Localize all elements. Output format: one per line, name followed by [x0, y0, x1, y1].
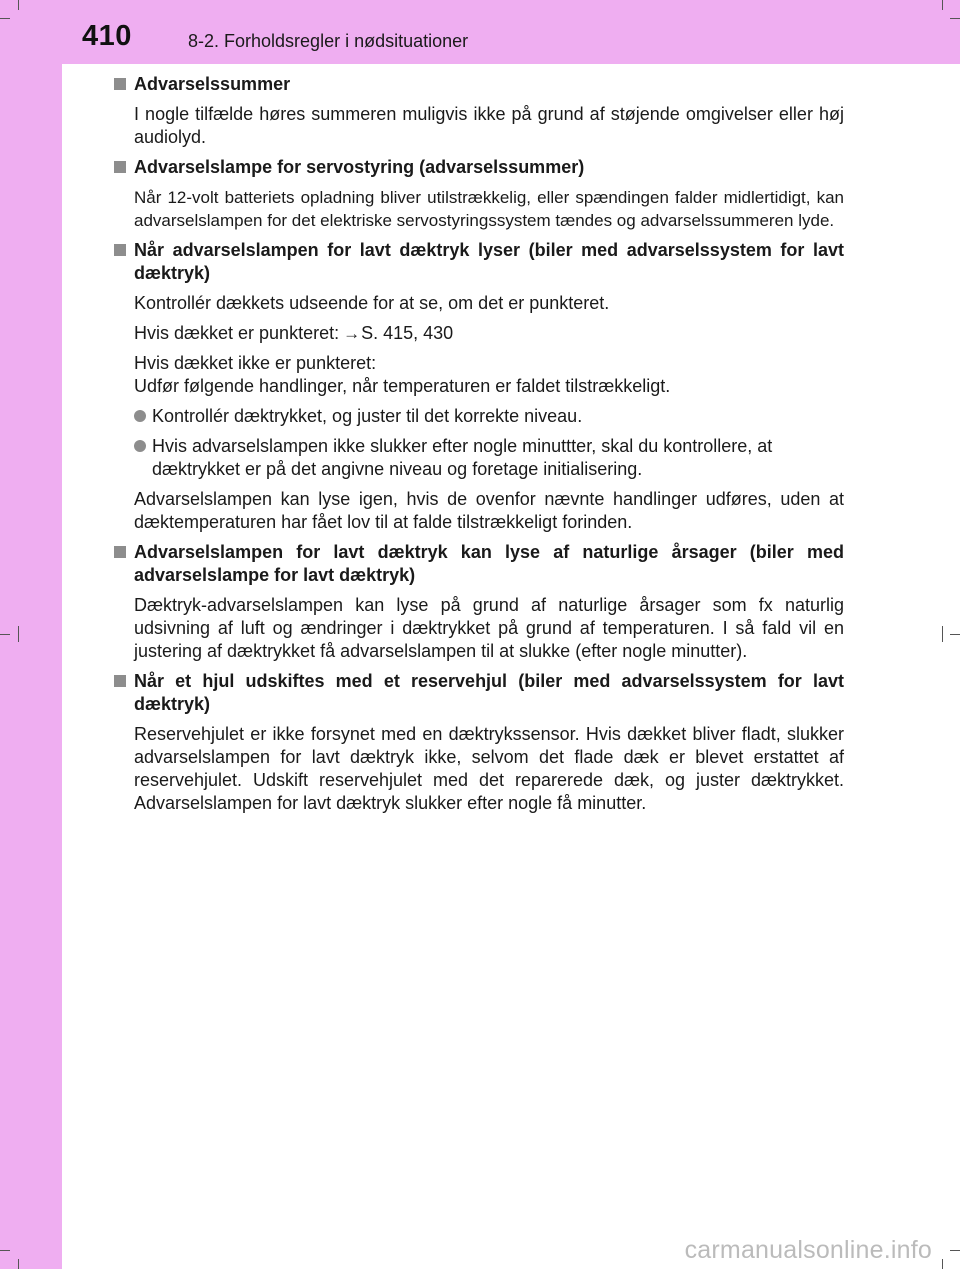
arrow-right-icon: → [343, 324, 361, 343]
square-bullet-icon [114, 161, 126, 173]
section-heading: Advarselslampe for servostyring (advarselssummer) [112, 156, 844, 179]
paragraph: Advarselslampen kan lyse igen, hvis de ovenfor nævnte handlinger udføres, uden at dæktemperaturen har fået lov til at falde tilstrækkeligt forinden. [134, 489, 844, 532]
crop-mark [942, 1259, 943, 1269]
square-bullet-icon [114, 78, 126, 90]
square-bullet-icon [114, 675, 126, 687]
paragraph: Hvis dækket ikke er punkteret: Udfør følgende handlinger, når temperaturen er faldet tilstrækkeligt. [134, 353, 671, 396]
section-spare-wheel [112, 670, 844, 815]
crop-mark [0, 1250, 10, 1251]
crop-mark [18, 0, 19, 10]
crop-mark [18, 1259, 19, 1269]
crop-mark [950, 634, 960, 635]
square-bullet-icon [114, 546, 126, 558]
crop-mark [942, 626, 943, 642]
list-item: Kontrollér dæktrykket, og juster til det korrekte niveau. [134, 405, 844, 428]
round-bullet-icon [134, 440, 146, 452]
crop-mark [18, 626, 19, 642]
crop-mark [942, 0, 943, 10]
square-bullet-icon [114, 244, 126, 256]
paragraph: Dæktryk-advarselslampen kan lyse på grund af naturlige årsager som fx naturlig udsivning af luft og ændringer i dæktrykket på grund af temperaturen. I så fald vil en justering af dæktrykket få advarselslampen til at slukke (efter nogle minutter). [134, 595, 844, 661]
section-heading: Når et hjul udskiftes med et reservehjul (biler med advarselssystem for lavt dæktryk) [112, 670, 844, 716]
page-content [112, 73, 844, 822]
section-heading: Advarselssummer [112, 73, 844, 96]
paragraph: Reservehjulet er ikke forsynet med en dæktrykssensor. Hvis dækket bliver fladt, slukker advarselslampen for lavt dæktryk ikke, selvom det flade dæk er blevet erstattet af reservehjulet. Udskift reservehjulet med det reparerede dæk, og juster dæktrykket. Advarselslampen for lavt dæktryk slukker efter nogle få minutter. [134, 724, 844, 813]
paragraph: Kontrollér dækkets udseende for at se, om det er punkteret. [134, 293, 610, 313]
list-item: Hvis advarselslampen ikke slukker efter nogle minuttter, skal du kontrollere, at dæktrykket er på det angivne niveau og foretage initialisering. [134, 435, 844, 481]
watermark: carmanualsonline.info [684, 1236, 932, 1264]
page-reference: S. 415, 430 [361, 323, 454, 343]
section-title: 8-2. Forholdsregler i nødsituationer [188, 31, 469, 51]
paragraph: I nogle tilfælde høres summeren muligvis ikke på grund af støjende omgivelser eller høj audiolyd. [134, 104, 844, 147]
crop-mark [0, 18, 10, 19]
round-bullet-icon [134, 410, 146, 422]
section-power-steering-lamp [112, 156, 844, 232]
page-number: 410 [82, 20, 132, 52]
section-natural-causes [112, 541, 844, 663]
section-warning-buzzer [112, 73, 844, 149]
crop-mark [950, 1250, 960, 1251]
section-heading: Når advarselslampen for lavt dæktryk lyser (biler med advarselssystem for lavt dæktryk) [112, 239, 844, 285]
section-low-tire-pressure-lamp [112, 239, 844, 534]
section-heading: Advarselslampen for lavt dæktryk kan lyse af naturlige årsager (biler med advarselslampe for lavt dæktryk) [112, 541, 844, 587]
paragraph-with-reference: Hvis dækket er punkteret: →S. 415, 430 [134, 323, 454, 343]
paragraph: Når 12-volt batteriets opladning bliver utilstrækkelig, eller spændingen falder midlertidigt, kan advarselslampen for det elektriske servostyringssystem tændes og advarselssummeren lyde. [134, 188, 844, 230]
crop-mark [0, 634, 10, 635]
crop-mark [950, 18, 960, 19]
